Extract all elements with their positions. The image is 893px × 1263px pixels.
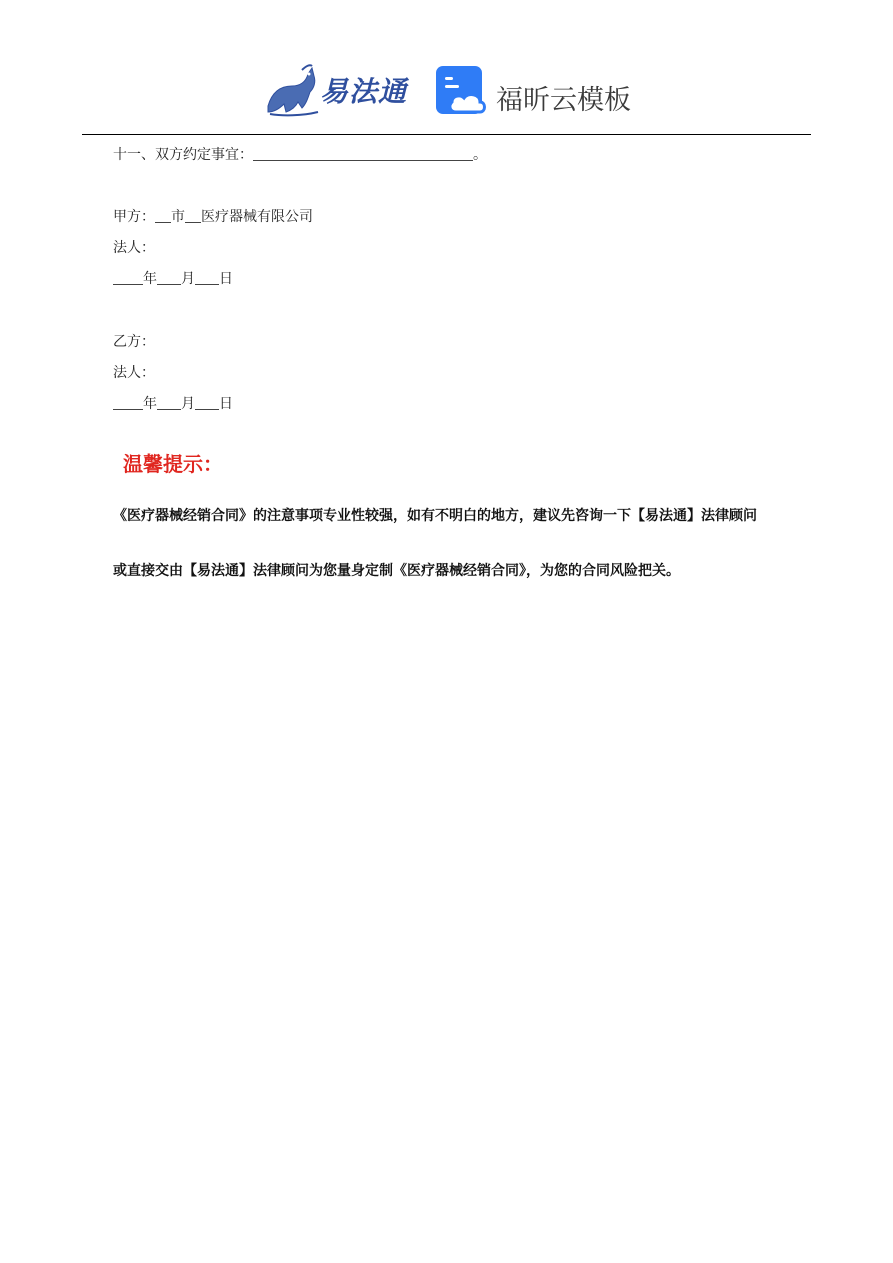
date-b-day: 日	[219, 396, 233, 412]
date-a-day: 日	[219, 271, 233, 287]
tip-line-1: 《医疗器械经销合同》的注意事项专业性较强，如有不明白的地方，建议先咨询一下【易法通】法律顾问	[113, 508, 757, 524]
party-a-name-blank	[185, 208, 201, 223]
party-a-city-blank	[155, 208, 171, 223]
date-a-month: 月	[181, 271, 195, 287]
fuxin-text: 福昕云模板	[496, 85, 631, 116]
tip-line-2: 或直接交由【易法通】法律顾问为您量身定制《医疗器械经销合同》，为您的合同风险把关。	[113, 563, 680, 579]
legal-person-b: 法人：	[113, 365, 155, 381]
date-b-day-blank	[195, 395, 219, 410]
date-b	[113, 395, 233, 413]
clause-11-end: 。	[473, 147, 487, 163]
party-a-label: 甲方：	[113, 209, 155, 225]
fuxin-cloud-doc-icon	[436, 66, 488, 118]
date-a-month-blank	[157, 270, 181, 285]
clause-11	[113, 146, 487, 164]
date-a-year: 年	[143, 271, 157, 287]
date-b-year-blank	[113, 395, 143, 410]
header-logos	[0, 58, 893, 122]
party-a-company: 医疗器械有限公司	[201, 209, 313, 225]
yifatong-text: 易法通	[320, 75, 408, 108]
date-a-day-blank	[195, 270, 219, 285]
date-a-year-blank	[113, 270, 143, 285]
date-b-year: 年	[143, 396, 157, 412]
date-b-month-blank	[157, 395, 181, 410]
clause-11-blank	[253, 146, 473, 161]
date-a	[113, 270, 233, 288]
header-divider	[82, 134, 811, 135]
clause-11-label: 十一、双方约定事宜：	[113, 147, 253, 163]
party-b-label: 乙方：	[113, 334, 155, 350]
party-a-line	[113, 208, 313, 226]
fuxin-logo	[436, 66, 636, 120]
legal-person-a: 法人：	[113, 240, 155, 256]
tip-title: 温馨提示：	[123, 452, 223, 476]
party-a-city: 市	[171, 209, 185, 225]
horse-icon	[262, 62, 324, 118]
date-b-month: 月	[181, 396, 195, 412]
yifatong-logo	[262, 62, 412, 118]
